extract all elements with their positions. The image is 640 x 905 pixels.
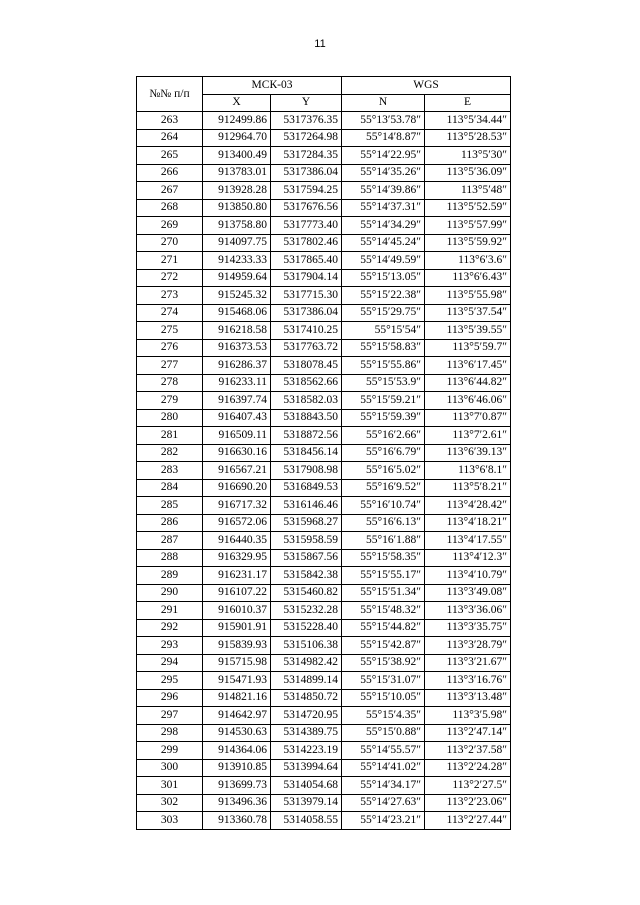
table-row <box>137 252 511 270</box>
cell-number: 283 <box>137 462 203 480</box>
cell-x: 914097.75 <box>203 234 271 252</box>
table-row <box>137 654 511 672</box>
cell-x: 916286.37 <box>203 357 271 375</box>
table-row <box>137 619 511 637</box>
cell-n: 55°15′58.83″ <box>342 339 425 357</box>
cell-y: 5315106.38 <box>271 637 342 655</box>
cell-x: 916567.21 <box>203 462 271 480</box>
cell-y: 5313979.14 <box>271 794 342 812</box>
cell-x: 914959.64 <box>203 269 271 287</box>
cell-y: 5317386.04 <box>271 304 342 322</box>
cell-n: 55°15′58.35″ <box>342 549 425 567</box>
table-row <box>137 584 511 602</box>
cell-y: 5315460.82 <box>271 584 342 602</box>
table-header <box>137 77 511 112</box>
cell-number: 286 <box>137 514 203 532</box>
cell-number: 293 <box>137 637 203 655</box>
table-row <box>137 182 511 200</box>
table-row <box>137 304 511 322</box>
cell-number: 302 <box>137 794 203 812</box>
table-row <box>137 637 511 655</box>
header-row-number: №№ п/п <box>137 77 203 112</box>
cell-y: 5317264.98 <box>271 129 342 147</box>
cell-y: 5314054.68 <box>271 777 342 795</box>
cell-y: 5317376.35 <box>271 112 342 130</box>
table-row <box>137 689 511 707</box>
cell-e: 113°7′2.61″ <box>425 427 511 445</box>
table-row <box>137 427 511 445</box>
cell-e: 113°5′55.98″ <box>425 287 511 305</box>
cell-e: 113°5′28.53″ <box>425 129 511 147</box>
cell-x: 915839.93 <box>203 637 271 655</box>
header-wgs: WGS <box>342 77 511 95</box>
table-row <box>137 724 511 742</box>
cell-number: 278 <box>137 374 203 392</box>
table-row <box>137 707 511 725</box>
cell-number: 265 <box>137 147 203 165</box>
cell-n: 55°16′5.02″ <box>342 462 425 480</box>
cell-n: 55°14′34.17″ <box>342 777 425 795</box>
cell-e: 113°5′34.44″ <box>425 112 511 130</box>
cell-e: 113°3′5.98″ <box>425 707 511 725</box>
cell-y: 5315968.27 <box>271 514 342 532</box>
cell-e: 113°2′27.5″ <box>425 777 511 795</box>
cell-number: 298 <box>137 724 203 742</box>
table-row <box>137 514 511 532</box>
table-row <box>137 567 511 585</box>
table-row <box>137 602 511 620</box>
cell-y: 5315867.56 <box>271 549 342 567</box>
cell-e: 113°4′12.3″ <box>425 549 511 567</box>
cell-x: 916233.11 <box>203 374 271 392</box>
coordinates-table <box>136 76 511 830</box>
cell-y: 5318582.03 <box>271 392 342 410</box>
cell-e: 113°6′3.6″ <box>425 252 511 270</box>
cell-y: 5314982.42 <box>271 654 342 672</box>
cell-number: 291 <box>137 602 203 620</box>
cell-x: 915901.91 <box>203 619 271 637</box>
cell-x: 915715.98 <box>203 654 271 672</box>
cell-number: 287 <box>137 532 203 550</box>
table-row <box>137 234 511 252</box>
cell-number: 271 <box>137 252 203 270</box>
cell-y: 5317904.14 <box>271 269 342 287</box>
cell-y: 5314850.72 <box>271 689 342 707</box>
cell-n: 55°15′44.82″ <box>342 619 425 637</box>
table-row <box>137 287 511 305</box>
table-row <box>137 269 511 287</box>
cell-y: 5313994.64 <box>271 759 342 777</box>
cell-number: 297 <box>137 707 203 725</box>
cell-n: 55°14′37.31″ <box>342 199 425 217</box>
cell-x: 913910.85 <box>203 759 271 777</box>
table-row <box>137 759 511 777</box>
table-row <box>137 742 511 760</box>
cell-n: 55°15′38.92″ <box>342 654 425 672</box>
cell-n: 55°14′39.86″ <box>342 182 425 200</box>
cell-n: 55°15′55.86″ <box>342 357 425 375</box>
cell-number: 266 <box>137 164 203 182</box>
table-row <box>137 322 511 340</box>
cell-y: 5314058.55 <box>271 812 342 830</box>
cell-number: 264 <box>137 129 203 147</box>
cell-e: 113°2′24.28″ <box>425 759 511 777</box>
cell-x: 916509.11 <box>203 427 271 445</box>
cell-n: 55°15′13.05″ <box>342 269 425 287</box>
cell-e: 113°6′6.43″ <box>425 269 511 287</box>
cell-y: 5317284.35 <box>271 147 342 165</box>
header-x: X <box>203 94 271 112</box>
cell-y: 5315228.40 <box>271 619 342 637</box>
cell-e: 113°5′57.99″ <box>425 217 511 235</box>
cell-y: 5317410.25 <box>271 322 342 340</box>
cell-x: 914530.63 <box>203 724 271 742</box>
cell-e: 113°3′13.48″ <box>425 689 511 707</box>
cell-e: 113°3′35.75″ <box>425 619 511 637</box>
cell-x: 914233.33 <box>203 252 271 270</box>
cell-number: 269 <box>137 217 203 235</box>
cell-n: 55°15′53.9″ <box>342 374 425 392</box>
cell-number: 263 <box>137 112 203 130</box>
cell-x: 916218.58 <box>203 322 271 340</box>
table-row <box>137 164 511 182</box>
cell-x: 914642.97 <box>203 707 271 725</box>
cell-n: 55°14′27.63″ <box>342 794 425 812</box>
header-n: N <box>342 94 425 112</box>
cell-y: 5314223.19 <box>271 742 342 760</box>
cell-x: 912964.70 <box>203 129 271 147</box>
cell-y: 5317865.40 <box>271 252 342 270</box>
cell-x: 913783.01 <box>203 164 271 182</box>
page-number: 11 <box>314 38 326 50</box>
cell-number: 274 <box>137 304 203 322</box>
cell-n: 55°15′31.07″ <box>342 672 425 690</box>
cell-y: 5318456.14 <box>271 444 342 462</box>
cell-e: 113°5′59.7″ <box>425 339 511 357</box>
cell-e: 113°3′21.67″ <box>425 654 511 672</box>
table-row <box>137 112 511 130</box>
cell-n: 55°14′49.59″ <box>342 252 425 270</box>
cell-n: 55°15′4.35″ <box>342 707 425 725</box>
cell-x: 916373.53 <box>203 339 271 357</box>
cell-x: 915245.32 <box>203 287 271 305</box>
cell-n: 55°14′22.95″ <box>342 147 425 165</box>
cell-e: 113°3′28.79″ <box>425 637 511 655</box>
cell-e: 113°2′47.14″ <box>425 724 511 742</box>
table-row <box>137 549 511 567</box>
cell-y: 5315842.38 <box>271 567 342 585</box>
table-row <box>137 147 511 165</box>
cell-number: 294 <box>137 654 203 672</box>
cell-n: 55°14′45.24″ <box>342 234 425 252</box>
cell-number: 301 <box>137 777 203 795</box>
cell-n: 55°15′0.88″ <box>342 724 425 742</box>
cell-number: 284 <box>137 479 203 497</box>
table-row <box>137 497 511 515</box>
cell-n: 55°16′1.88″ <box>342 532 425 550</box>
cell-y: 5316849.53 <box>271 479 342 497</box>
cell-y: 5317802.46 <box>271 234 342 252</box>
cell-number: 268 <box>137 199 203 217</box>
header-y: Y <box>271 94 342 112</box>
cell-y: 5314389.75 <box>271 724 342 742</box>
cell-e: 113°2′27.44″ <box>425 812 511 830</box>
cell-number: 299 <box>137 742 203 760</box>
table-row <box>137 794 511 812</box>
cell-e: 113°6′39.13″ <box>425 444 511 462</box>
cell-x: 914821.16 <box>203 689 271 707</box>
cell-e: 113°3′36.06″ <box>425 602 511 620</box>
cell-number: 281 <box>137 427 203 445</box>
table-row <box>137 532 511 550</box>
cell-n: 55°16′6.13″ <box>342 514 425 532</box>
cell-e: 113°6′44.82″ <box>425 374 511 392</box>
cell-number: 276 <box>137 339 203 357</box>
cell-y: 5317773.40 <box>271 217 342 235</box>
cell-e: 113°7′0.87″ <box>425 409 511 427</box>
cell-e: 113°5′36.09″ <box>425 164 511 182</box>
table-row <box>137 812 511 830</box>
cell-e: 113°3′49.08″ <box>425 584 511 602</box>
cell-n: 55°16′9.52″ <box>342 479 425 497</box>
cell-x: 916010.37 <box>203 602 271 620</box>
table-row <box>137 217 511 235</box>
cell-y: 5314899.14 <box>271 672 342 690</box>
cell-n: 55°14′34.29″ <box>342 217 425 235</box>
cell-e: 113°3′16.76″ <box>425 672 511 690</box>
cell-e: 113°4′10.79″ <box>425 567 511 585</box>
cell-n: 55°15′29.75″ <box>342 304 425 322</box>
cell-x: 913758.80 <box>203 217 271 235</box>
cell-number: 288 <box>137 549 203 567</box>
cell-e: 113°4′17.55″ <box>425 532 511 550</box>
cell-number: 270 <box>137 234 203 252</box>
cell-x: 916717.32 <box>203 497 271 515</box>
cell-number: 300 <box>137 759 203 777</box>
cell-x: 915468.06 <box>203 304 271 322</box>
cell-n: 55°15′54″ <box>342 322 425 340</box>
header-msk03: МСК-03 <box>203 77 342 95</box>
cell-n: 55°16′10.74″ <box>342 497 425 515</box>
cell-x: 916690.20 <box>203 479 271 497</box>
cell-x: 916231.17 <box>203 567 271 585</box>
cell-y: 5316146.46 <box>271 497 342 515</box>
cell-n: 55°15′59.21″ <box>342 392 425 410</box>
cell-e: 113°4′28.42″ <box>425 497 511 515</box>
cell-x: 913699.73 <box>203 777 271 795</box>
cell-x: 916329.95 <box>203 549 271 567</box>
cell-x: 916572.06 <box>203 514 271 532</box>
table-row <box>137 444 511 462</box>
table-row <box>137 392 511 410</box>
cell-n: 55°15′22.38″ <box>342 287 425 305</box>
cell-n: 55°16′6.79″ <box>342 444 425 462</box>
table-row <box>137 199 511 217</box>
cell-n: 55°13′53.78″ <box>342 112 425 130</box>
cell-e: 113°2′37.58″ <box>425 742 511 760</box>
cell-number: 290 <box>137 584 203 602</box>
cell-y: 5317715.30 <box>271 287 342 305</box>
cell-e: 113°5′59.92″ <box>425 234 511 252</box>
table-body <box>137 112 511 830</box>
table-row <box>137 129 511 147</box>
cell-n: 55°15′10.05″ <box>342 689 425 707</box>
cell-y: 5314720.95 <box>271 707 342 725</box>
cell-x: 915471.93 <box>203 672 271 690</box>
cell-number: 267 <box>137 182 203 200</box>
cell-y: 5317908.98 <box>271 462 342 480</box>
cell-n: 55°14′8.87″ <box>342 129 425 147</box>
cell-x: 913360.78 <box>203 812 271 830</box>
cell-x: 916630.16 <box>203 444 271 462</box>
cell-e: 113°6′46.06″ <box>425 392 511 410</box>
cell-x: 916440.35 <box>203 532 271 550</box>
table-row <box>137 672 511 690</box>
cell-number: 295 <box>137 672 203 690</box>
cell-y: 5318562.66 <box>271 374 342 392</box>
cell-e: 113°6′8.1″ <box>425 462 511 480</box>
cell-number: 289 <box>137 567 203 585</box>
cell-y: 5318843.50 <box>271 409 342 427</box>
cell-n: 55°15′48.32″ <box>342 602 425 620</box>
cell-e: 113°6′17.45″ <box>425 357 511 375</box>
cell-e: 113°5′37.54″ <box>425 304 511 322</box>
cell-y: 5317386.04 <box>271 164 342 182</box>
cell-number: 279 <box>137 392 203 410</box>
cell-x: 916107.22 <box>203 584 271 602</box>
cell-number: 280 <box>137 409 203 427</box>
cell-y: 5317763.72 <box>271 339 342 357</box>
cell-y: 5318872.56 <box>271 427 342 445</box>
cell-number: 282 <box>137 444 203 462</box>
cell-x: 914364.06 <box>203 742 271 760</box>
cell-x: 916407.43 <box>203 409 271 427</box>
cell-n: 55°14′55.57″ <box>342 742 425 760</box>
cell-x: 913850.80 <box>203 199 271 217</box>
cell-n: 55°14′41.02″ <box>342 759 425 777</box>
cell-number: 285 <box>137 497 203 515</box>
cell-e: 113°5′30″ <box>425 147 511 165</box>
cell-e: 113°5′52.59″ <box>425 199 511 217</box>
table-row <box>137 409 511 427</box>
table-row <box>137 339 511 357</box>
cell-x: 913400.49 <box>203 147 271 165</box>
table-row <box>137 479 511 497</box>
cell-n: 55°15′51.34″ <box>342 584 425 602</box>
header-e: E <box>425 94 511 112</box>
cell-x: 913928.28 <box>203 182 271 200</box>
cell-number: 275 <box>137 322 203 340</box>
cell-y: 5315958.59 <box>271 532 342 550</box>
cell-x: 912499.86 <box>203 112 271 130</box>
cell-number: 296 <box>137 689 203 707</box>
table-row <box>137 777 511 795</box>
cell-y: 5315232.28 <box>271 602 342 620</box>
cell-n: 55°15′59.39″ <box>342 409 425 427</box>
cell-e: 113°5′48″ <box>425 182 511 200</box>
table-row <box>137 462 511 480</box>
cell-y: 5318078.45 <box>271 357 342 375</box>
table-row <box>137 374 511 392</box>
cell-e: 113°5′39.55″ <box>425 322 511 340</box>
cell-number: 273 <box>137 287 203 305</box>
cell-number: 292 <box>137 619 203 637</box>
cell-y: 5317594.25 <box>271 182 342 200</box>
cell-x: 913496.36 <box>203 794 271 812</box>
cell-n: 55°16′2.66″ <box>342 427 425 445</box>
cell-x: 916397.74 <box>203 392 271 410</box>
cell-e: 113°4′18.21″ <box>425 514 511 532</box>
cell-n: 55°15′42.87″ <box>342 637 425 655</box>
cell-e: 113°2′23.06″ <box>425 794 511 812</box>
cell-e: 113°5′8.21″ <box>425 479 511 497</box>
cell-n: 55°14′23.21″ <box>342 812 425 830</box>
cell-number: 272 <box>137 269 203 287</box>
cell-n: 55°14′35.26″ <box>342 164 425 182</box>
cell-n: 55°15′55.17″ <box>342 567 425 585</box>
table-row <box>137 357 511 375</box>
cell-y: 5317676.56 <box>271 199 342 217</box>
cell-number: 303 <box>137 812 203 830</box>
cell-number: 277 <box>137 357 203 375</box>
